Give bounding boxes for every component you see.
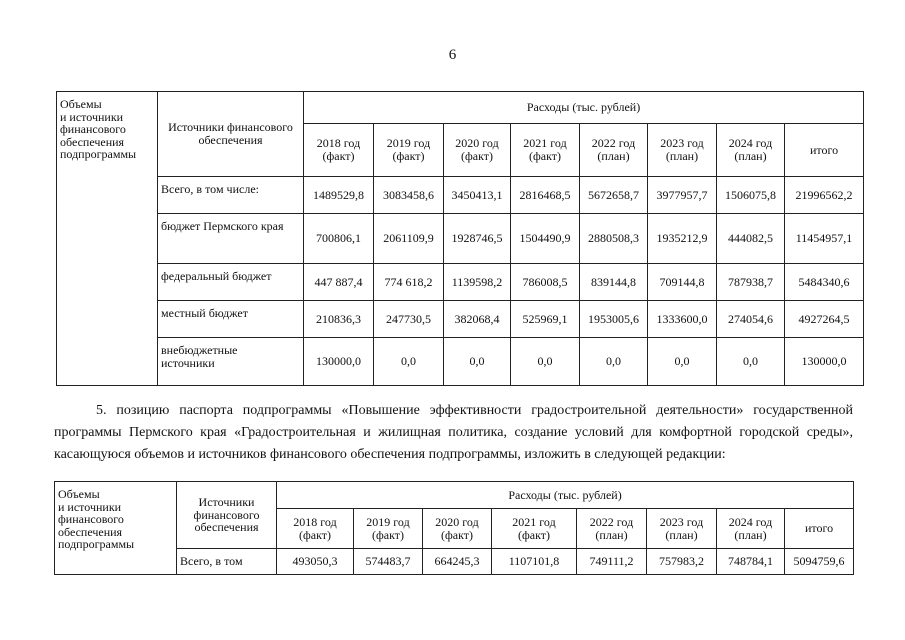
table-row (57, 338, 864, 386)
value-cell: 1506075,8 (717, 177, 785, 214)
year-header: 2019 год (факт) (354, 509, 423, 549)
year-header: 2021 год (факт) (511, 124, 580, 177)
value-cell: 1935212,9 (648, 214, 717, 264)
value-cell: 130000,0 (785, 338, 864, 386)
total-header: итого (785, 509, 854, 549)
year-header: 2024 год (план) (717, 124, 785, 177)
value-cell: 0,0 (374, 338, 444, 386)
value-cell: 749111,2 (577, 549, 647, 575)
value-cell: 210836,3 (304, 301, 374, 338)
value-cell: 1139598,2 (444, 264, 511, 301)
year-header: 2022 год (план) (580, 124, 648, 177)
paragraph-text: 5. позицию паспорта подпрограммы «Повышение эффективности градостроительной деятельности» государственной программы Пермского края «Градостроительная и жилищная политика, создание условий для комфортной городской среды», касающуюся объемов и источников финансового обеспечения подпрограммы, изложить в следующей редакции: (54, 403, 853, 462)
value-cell: 525969,1 (511, 301, 580, 338)
value-cell: 493050,3 (277, 549, 354, 575)
value-cell: 0,0 (444, 338, 511, 386)
value-cell: 21996562,2 (785, 177, 864, 214)
value-cell: 4927264,5 (785, 301, 864, 338)
value-cell: 5094759,6 (785, 549, 854, 575)
sources-header: Источники финансового обеспечения (158, 92, 304, 177)
year-header: 2018 год (факт) (304, 124, 374, 177)
value-cell: 2816468,5 (511, 177, 580, 214)
sources-header: Источники финансового обеспечения (177, 482, 277, 549)
source-label: Всего, в том (177, 549, 277, 575)
year-header: 2018 год (факт) (277, 509, 354, 549)
source-label: бюджет Пермского края (158, 214, 304, 264)
value-cell: 11454957,1 (785, 214, 864, 264)
value-cell: 839144,8 (580, 264, 648, 301)
value-cell: 5672658,7 (580, 177, 648, 214)
source-label: внебюджетные источники (158, 338, 304, 386)
value-cell: 0,0 (511, 338, 580, 386)
year-header: 2021 год (факт) (492, 509, 577, 549)
value-cell: 786008,5 (511, 264, 580, 301)
source-label: Всего, в том числе: (158, 177, 304, 214)
value-cell: 1953005,6 (580, 301, 648, 338)
value-cell: 3977957,7 (648, 177, 717, 214)
value-cell: 3083458,6 (374, 177, 444, 214)
value-cell: 3450413,1 (444, 177, 511, 214)
row-label: Объемы и источники финансового обеспечения подпрограммы (57, 92, 158, 386)
year-header: 2022 год (план) (577, 509, 647, 549)
page-number: 6 (448, 47, 457, 63)
year-header: 2024 год (план) (717, 509, 785, 549)
expenses-header: Расходы (тыс. рублей) (277, 482, 854, 509)
value-cell: 774 618,2 (374, 264, 444, 301)
value-cell: 0,0 (717, 338, 785, 386)
value-cell: 700806,1 (304, 214, 374, 264)
total-header: итого (785, 124, 864, 177)
value-cell: 2880508,3 (580, 214, 648, 264)
source-label: федеральный бюджет (158, 264, 304, 301)
source-label: местный бюджет (158, 301, 304, 338)
value-cell: 447 887,4 (304, 264, 374, 301)
value-cell: 787938,7 (717, 264, 785, 301)
table-row (57, 301, 864, 338)
value-cell: 382068,4 (444, 301, 511, 338)
table-row (57, 264, 864, 301)
value-cell: 709144,8 (648, 264, 717, 301)
value-cell: 2061109,9 (374, 214, 444, 264)
value-cell: 130000,0 (304, 338, 374, 386)
value-cell: 1928746,5 (444, 214, 511, 264)
financing-table-2 (54, 481, 854, 575)
value-cell: 0,0 (580, 338, 648, 386)
value-cell: 5484340,6 (785, 264, 864, 301)
value-cell: 247730,5 (374, 301, 444, 338)
year-header: 2023 год (план) (648, 124, 717, 177)
value-cell: 664245,3 (423, 549, 492, 575)
expenses-header: Расходы (тыс. рублей) (304, 92, 864, 124)
year-header: 2020 год (факт) (423, 509, 492, 549)
row-label: Объемы и источники финансового обеспечения подпрограммы (55, 482, 177, 575)
value-cell: 574483,7 (354, 549, 423, 575)
value-cell: 0,0 (648, 338, 717, 386)
value-cell: 444082,5 (717, 214, 785, 264)
value-cell: 1107101,8 (492, 549, 577, 575)
year-header: 2020 год (факт) (444, 124, 511, 177)
value-cell: 757983,2 (647, 549, 717, 575)
year-header: 2023 год (план) (647, 509, 717, 549)
year-header: 2019 год (факт) (374, 124, 444, 177)
value-cell: 274054,6 (717, 301, 785, 338)
table-row (57, 214, 864, 264)
amendment-paragraph (54, 400, 853, 466)
value-cell: 1333600,0 (648, 301, 717, 338)
value-cell: 748784,1 (717, 549, 785, 575)
value-cell: 1504490,9 (511, 214, 580, 264)
financing-table-1 (56, 91, 864, 386)
value-cell: 1489529,8 (304, 177, 374, 214)
table-row (57, 177, 864, 214)
